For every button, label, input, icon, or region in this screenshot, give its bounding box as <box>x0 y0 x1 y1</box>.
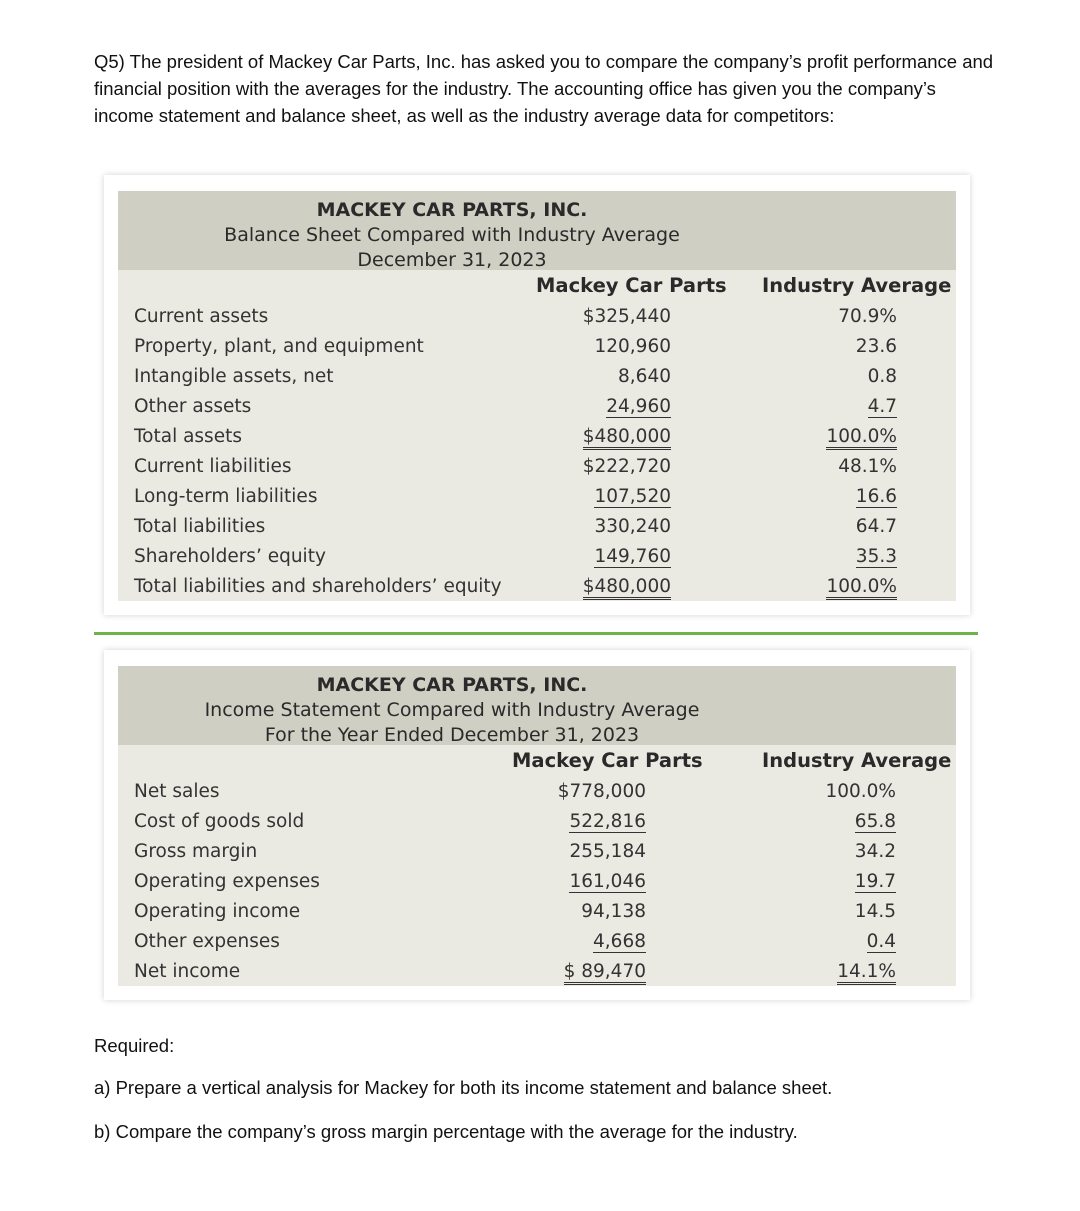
question-text: Q5) The president of Mackey Car Parts, Inc. has asked you to compare the company’s profit performance and financial position with the averages for the industry. The accounting office has given you the company’s income statement and balance sheet, as well as the industry average data for competitors: <box>94 51 994 126</box>
mackey-value: 522,816 <box>569 811 646 832</box>
mackey-column-header: Mackey Car Parts <box>512 749 703 772</box>
industry-value: 23.6 <box>855 336 897 357</box>
industry-value: 34.2 <box>854 841 896 862</box>
industry-value: 14.1% <box>837 961 896 985</box>
industry-value: 64.7 <box>855 516 897 537</box>
table-row <box>118 957 956 987</box>
table-row <box>118 332 956 362</box>
table-row <box>118 452 956 482</box>
row-label: Total assets <box>134 426 242 447</box>
row-label: Gross margin <box>134 841 258 862</box>
mackey-value: $222,720 <box>582 456 671 477</box>
mackey-value: 149,760 <box>594 546 671 567</box>
table-row <box>118 362 956 392</box>
industry-value: 100.0% <box>825 781 896 802</box>
table-row <box>118 542 956 572</box>
mackey-value: $ 89,470 <box>564 961 646 985</box>
income-statement-panel <box>118 666 956 986</box>
table-row <box>118 392 956 422</box>
table-row <box>118 837 956 867</box>
balance-sheet-panel <box>118 191 956 601</box>
table-row <box>118 302 956 332</box>
industry-value: 0.4 <box>866 931 896 952</box>
income-statement-table <box>104 650 970 1000</box>
table-row <box>118 927 956 957</box>
industry-value: 0.8 <box>867 366 897 387</box>
table-row <box>118 897 956 927</box>
row-label: Intangible assets, net <box>134 366 334 387</box>
table-row <box>118 422 956 452</box>
industry-value: 19.7 <box>854 871 896 892</box>
table-row <box>118 807 956 837</box>
mackey-value: $325,440 <box>582 306 671 327</box>
row-label: Total liabilities and shareholders’ equity <box>134 576 502 597</box>
row-label: Current liabilities <box>134 456 292 477</box>
income-statement-column-headers <box>118 745 956 777</box>
balance-sheet-company: MACKEY CAR PARTS, INC. <box>316 199 588 221</box>
row-label: Property, plant, and equipment <box>134 336 424 357</box>
row-label: Net income <box>134 961 241 982</box>
table-row <box>118 572 956 602</box>
row-label: Current assets <box>134 306 269 327</box>
balance-sheet-header <box>118 191 956 270</box>
table-row <box>118 482 956 512</box>
industry-value: 70.9% <box>838 306 897 327</box>
section-divider <box>94 632 978 635</box>
table-row <box>118 867 956 897</box>
income-statement-company: MACKEY CAR PARTS, INC. <box>316 674 588 696</box>
mackey-value: 120,960 <box>594 336 671 357</box>
industry-value: 48.1% <box>838 456 897 477</box>
row-label: Long-term liabilities <box>134 486 318 507</box>
balance-sheet-table <box>104 175 970 615</box>
required-item-b: b) Compare the company’s gross margin percentage with the average for the industry. <box>94 1121 798 1142</box>
industry-value: 35.3 <box>855 546 897 567</box>
row-label: Net sales <box>134 781 220 802</box>
mackey-value: 161,046 <box>569 871 646 892</box>
row-label: Operating expenses <box>134 871 320 892</box>
row-label: Cost of goods sold <box>134 811 305 832</box>
balance-sheet-title: Balance Sheet Compared with Industry Average <box>224 224 680 246</box>
mackey-value: $778,000 <box>557 781 646 802</box>
required-heading: Required: <box>94 1035 175 1056</box>
mackey-value: $480,000 <box>583 426 671 450</box>
income-statement-header <box>118 666 956 745</box>
row-label: Operating income <box>134 901 301 922</box>
mackey-value: 94,138 <box>581 901 646 922</box>
income-statement-period: For the Year Ended December 31, 2023 <box>264 724 640 746</box>
industry-value: 4.7 <box>867 396 897 417</box>
mackey-column-header: Mackey Car Parts <box>536 274 727 297</box>
mackey-value: $480,000 <box>583 576 671 600</box>
industry-value: 65.8 <box>854 811 896 832</box>
balance-sheet-date: December 31, 2023 <box>357 249 547 271</box>
industry-value: 14.5 <box>854 901 896 922</box>
balance-sheet-column-headers <box>118 270 956 302</box>
row-label: Other assets <box>134 396 252 417</box>
mackey-value: 107,520 <box>594 486 671 507</box>
industry-column-header: Industry Average <box>762 274 952 297</box>
industry-value: 16.6 <box>855 486 897 507</box>
required-item-a: a) Prepare a vertical analysis for Mackey for both its income statement and balance sheet. <box>94 1077 833 1098</box>
row-label: Other expenses <box>134 931 280 952</box>
mackey-value: 24,960 <box>606 396 671 417</box>
row-label: Shareholders’ equity <box>134 546 326 567</box>
table-row <box>118 512 956 542</box>
mackey-value: 4,668 <box>593 931 646 952</box>
row-label: Total liabilities <box>134 516 266 537</box>
income-statement-title: Income Statement Compared with Industry Average <box>204 699 700 721</box>
industry-value: 100.0% <box>826 426 897 450</box>
industry-value: 100.0% <box>826 576 897 600</box>
mackey-value: 8,640 <box>618 366 671 387</box>
mackey-value: 330,240 <box>594 516 671 537</box>
table-row <box>118 777 956 807</box>
industry-column-header: Industry Average <box>762 749 952 772</box>
mackey-value: 255,184 <box>569 841 646 862</box>
